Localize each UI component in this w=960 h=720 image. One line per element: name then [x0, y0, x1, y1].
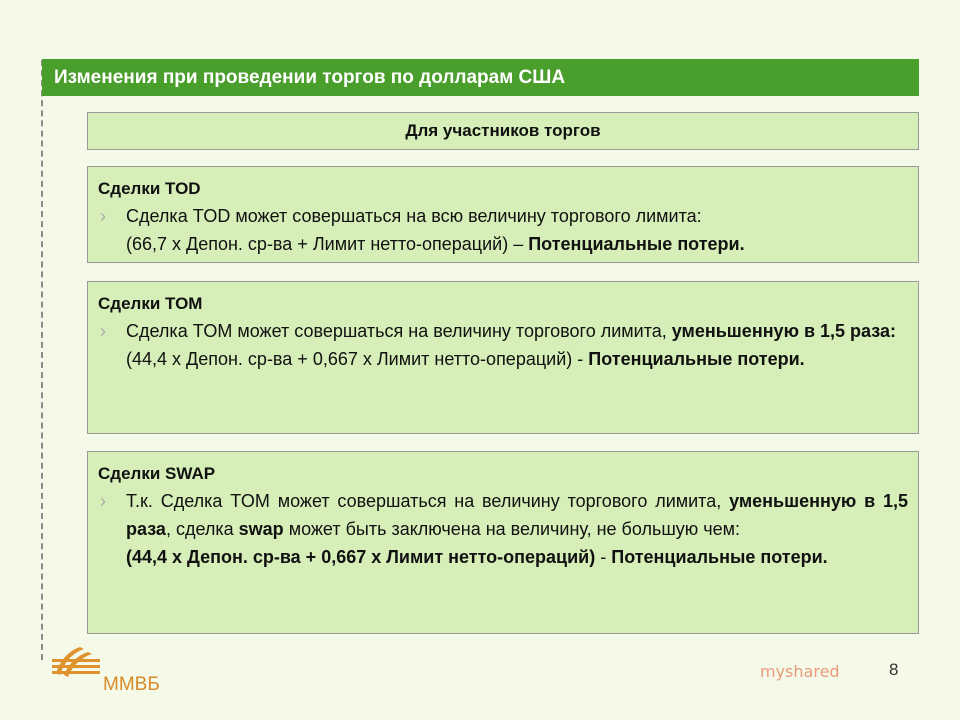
tom-text1: [126, 317, 908, 345]
swap-text1-mid: , сделка: [165, 519, 239, 539]
tom-losses: Потенциальные потери.: [588, 349, 805, 369]
tod-title: Сделки TOD: [98, 179, 201, 198]
page-number: 8: [889, 660, 899, 679]
micex-logo-icon: [50, 643, 102, 681]
tod-box: [87, 166, 919, 263]
tom-title: Сделки TOM: [98, 294, 203, 313]
swap-bullet: [98, 487, 908, 571]
chevron-right-icon: ›: [100, 206, 106, 226]
swap-title: Сделки SWAP: [98, 464, 216, 483]
watermark: myshared: [760, 662, 840, 681]
swap-text1-a: Т.к. Сделка TOM может совершаться на величину торгового лимита,: [126, 491, 730, 511]
tod-formula: (66,7 х Депон. ср-ва + Лимит нетто-операций) –: [126, 234, 529, 254]
section-heading: Для участников торгов: [87, 112, 919, 150]
slide-title: Изменения при проведении торгов по долларам США: [42, 59, 919, 96]
tom-box: [87, 281, 919, 434]
chevron-right-icon: ›: [100, 491, 106, 511]
tom-bullet: [98, 317, 908, 373]
swap-dash: -: [595, 547, 612, 567]
tod-bullet: [98, 202, 908, 258]
chevron-right-icon: ›: [100, 321, 106, 341]
tom-text1-bold: уменьшенную в 1,5 раза:: [671, 321, 896, 341]
swap-text1: [126, 487, 908, 543]
swap-text1-end: может быть заключена на величину, не большую чем:: [283, 519, 741, 539]
logo-text: ММВБ: [103, 674, 160, 695]
swap-box: [87, 451, 919, 634]
swap-formula: (44,4 х Депон. ср-ва + 0,667 х Лимит нетто-операций): [126, 547, 596, 567]
left-dashed-rule: [41, 60, 43, 660]
tod-losses: Потенциальные потери.: [528, 234, 745, 254]
swap-text2: [126, 543, 908, 571]
tod-line2: [126, 230, 908, 258]
tod-line1: Сделка TOD может совершаться на всю величину торгового лимита:: [126, 206, 702, 226]
tom-text2: [126, 345, 908, 373]
swap-losses: Потенциальные потери.: [611, 547, 828, 567]
swap-text1-swap: swap: [238, 519, 284, 539]
tom-formula: (44,4 х Депон. ср-ва + 0,667 х Лимит нетто-операций) -: [126, 349, 589, 369]
swap-text1-bold: уменьшенную в 1,5 раза: [126, 491, 908, 539]
tom-text1-normal: Сделка TOM может совершаться на величину торгового лимита,: [126, 321, 672, 341]
